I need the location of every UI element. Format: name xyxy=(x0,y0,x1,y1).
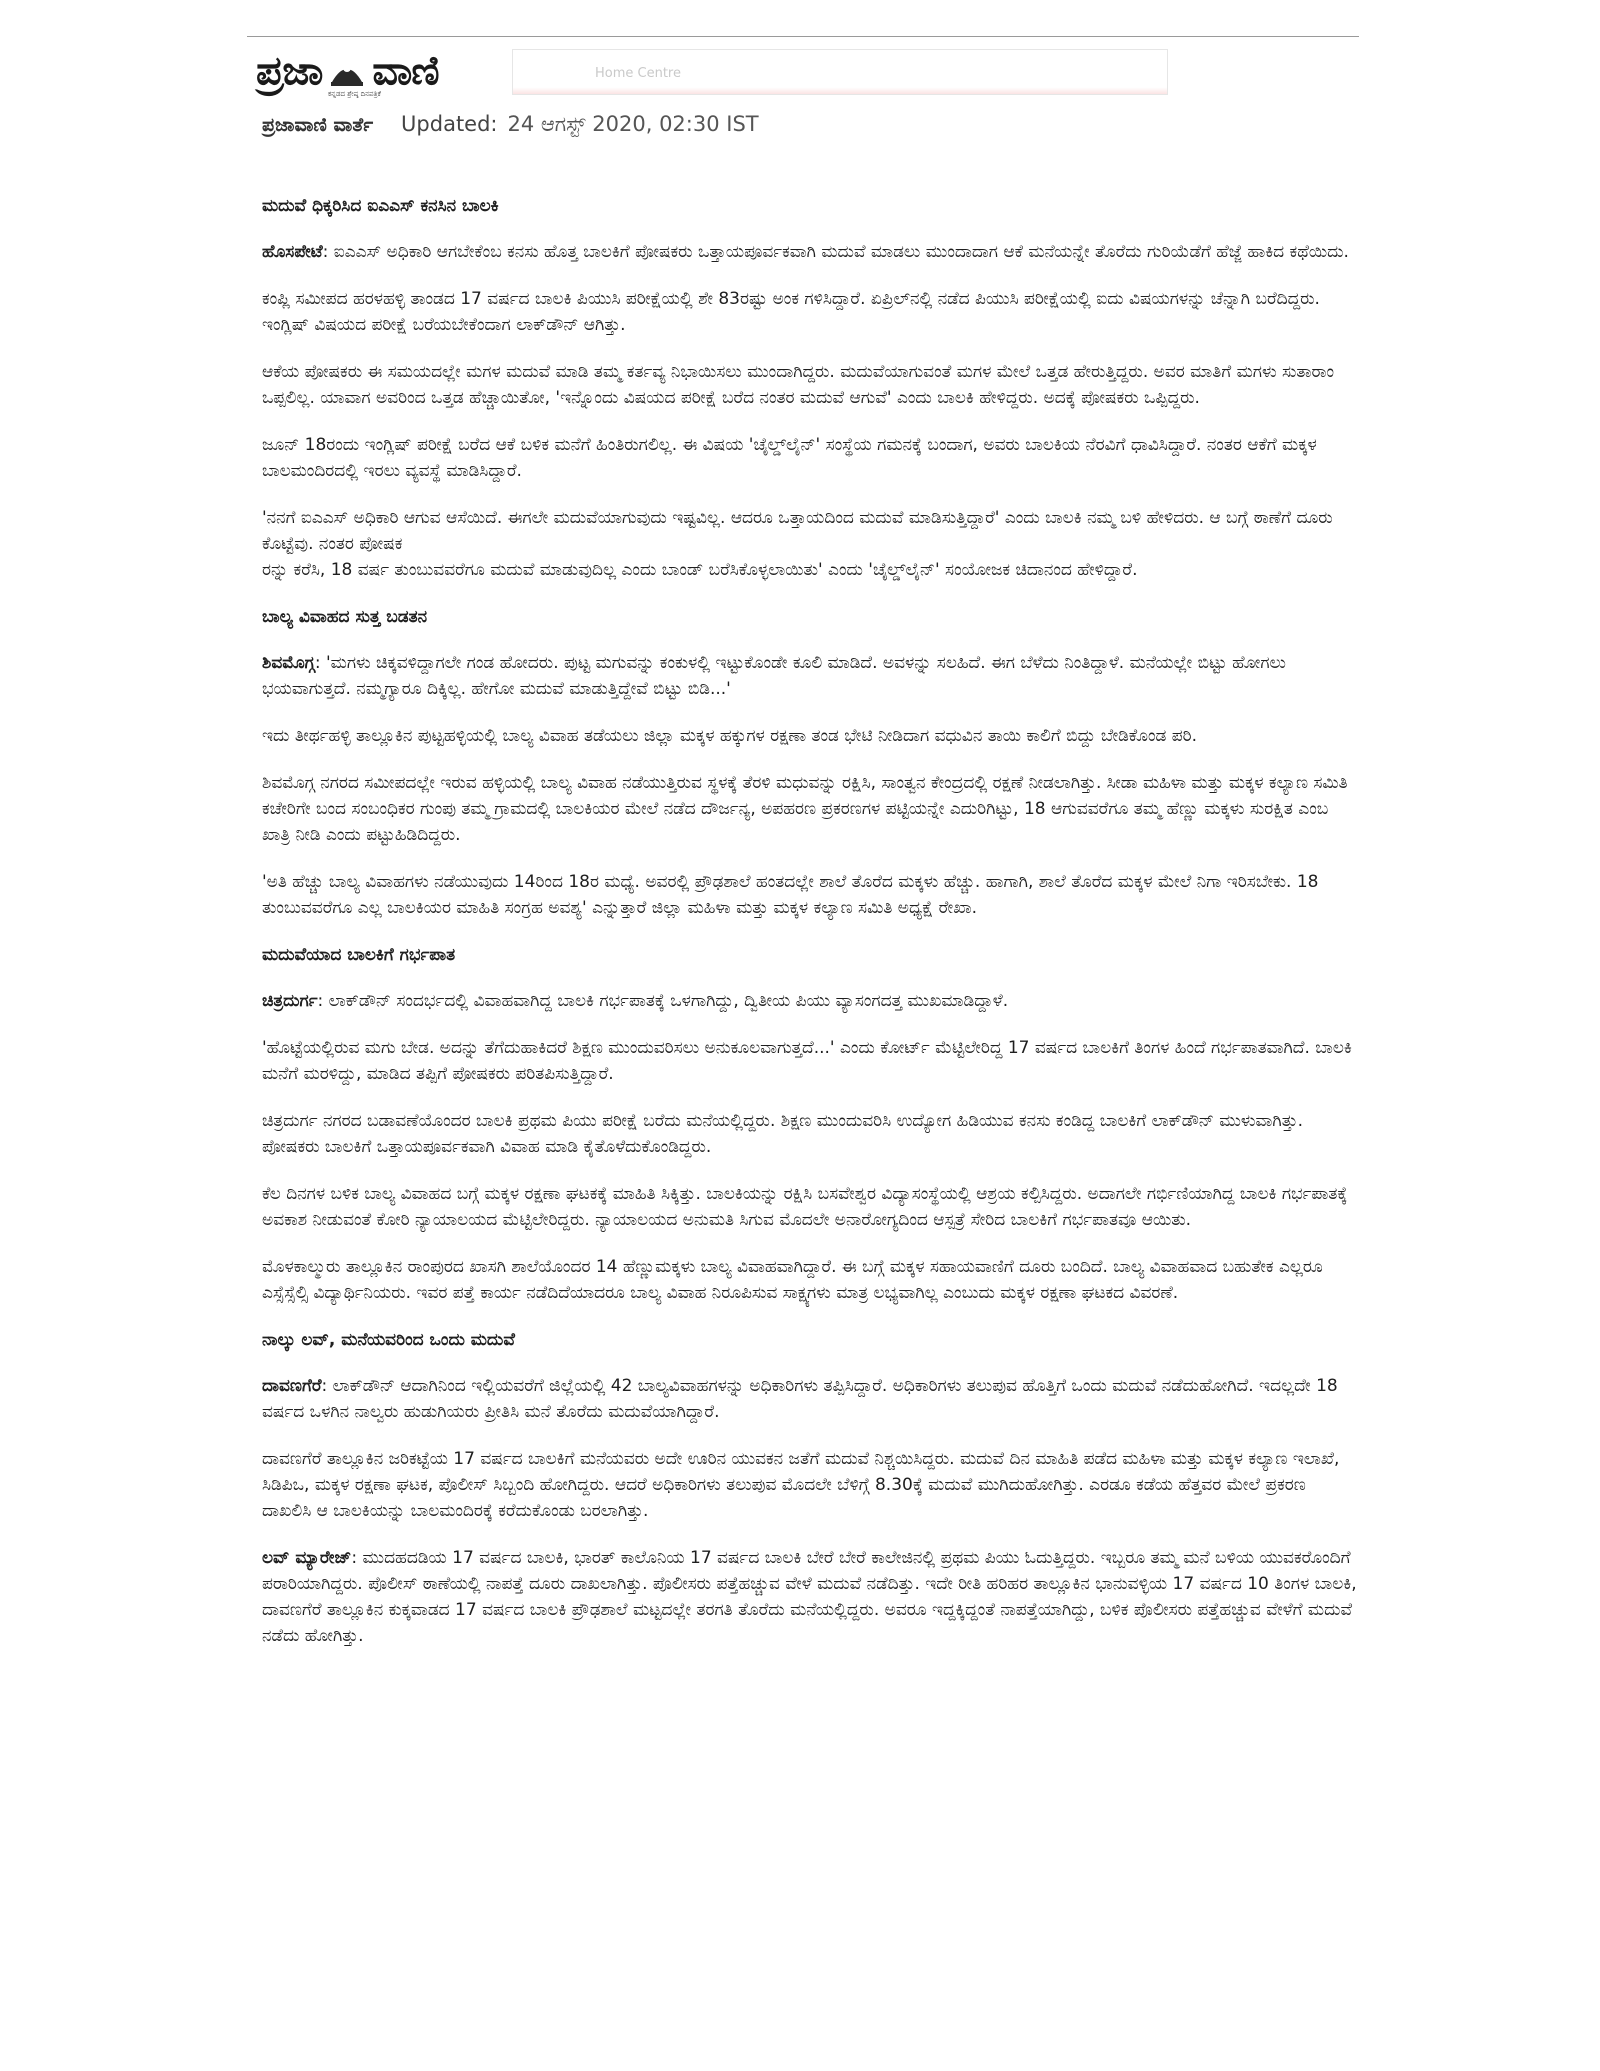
top-rule xyxy=(247,36,1359,37)
paragraph-text: : ಐಎಎಸ್ ಅಧಿಕಾರಿ ಆಗಬೇಕೆಂಬ ಕನಸು ಹೊತ್ತ ಬಾಲಕಿಗೆ ಪೋಷಕರು ಒತ್ತಾಯಪೂರ್ವಕವಾಗಿ ಮದುವೆ ಮಾಡಲು ಮುಂದಾದಾಗ ಆಕೆ ಮನೆಯನ್ನೇ ತೊರೆದು ಗುರಿಯೆಡೆಗೆ ಹೆಜ್ಜೆ ಹಾಕಿದ ಕಥೆಯಿದು. xyxy=(322,242,1349,262)
logo-tagline: ಕನ್ನಡದ ಶ್ರೇಷ್ಠ ದಿನಪತ್ರಿಕೆ xyxy=(328,90,381,98)
updated-label: Updated: xyxy=(401,112,498,136)
article-paragraph: ಇದು ತೀರ್ಥಹಳ್ಳಿ ತಾಲ್ಲೂಕಿನ ಪುಟ್ಟಹಳ್ಳಿಯಲ್ಲಿ ಬಾಲ್ಯ ವಿವಾಹ ತಡೆಯಲು ಜಿಲ್ಲಾ ಮಕ್ಕಳ ಹಕ್ಕುಗಳ ರಕ್ಷಣಾ ತಂಡ ಭೇಟಿ ನೀಡಿದಾಗ ವಧುವಿನ ತಾಯಿ ಕಾಲಿಗೆ ಬಿದ್ದು ಬೇಡಿಕೊಂಡ ಪರಿ. xyxy=(262,726,1198,746)
section-heading: ನಾಲ್ಕು ಲವ್, ಮನೆಯವರಿಂದ ಒಂದು ಮದುವೆ xyxy=(262,1330,515,1350)
dateline-place: ದಾವಣಗೆರೆ xyxy=(262,1376,322,1396)
logo-word-right: ವಾಣಿ xyxy=(372,47,439,94)
ad-text: Home Centre xyxy=(595,66,681,81)
updated-timestamp: 24 ಆಗಸ್ಟ್ 2020, 02:30 IST xyxy=(507,112,759,136)
article-paragraph: 'ಅತಿ ಹೆಚ್ಚು ಬಾಲ್ಯ ವಿವಾಹಗಳು ನಡೆಯುವುದು 14ರಿಂದ 18ರ ಮಧ್ಯೆ. ಅವರಲ್ಲಿ ಪ್ರೌಢಶಾಲೆ ಹಂತದಲ್ಲೇ ಶಾಲೆ ತೊರೆದ ಮಕ್ಕಳು ಹೆಚ್ಚು. ಹಾಗಾಗಿ, ಶಾಲೆ ತೊರೆದ ಮಕ್ಕಳ ಮೇಲೆ ನಿಗಾ ಇರಿಸಬೇಕು. 18 ತುಂಬುವವರೆಗೂ ಎಲ್ಲ ಬಾಲಕಿಯರ ಮಾಹಿತಿ ಸಂಗ್ರಹ ಅವಶ್ಯ' ಎನ್ನುತ್ತಾರೆ ಜಿಲ್ಲಾ ಮಹಿಳಾ ಮತ್ತು ಮಕ್ಕಳ ಕಲ್ಯಾಣ ಸಮಿತಿ ಅಧ್ಯಕ್ಷೆ ರೇಖಾ. xyxy=(262,872,1319,918)
article-paragraph xyxy=(262,239,1360,265)
article-paragraph xyxy=(262,1545,1360,1649)
article-paragraph: ದಾವಣಗೆರೆ ತಾಲ್ಲೂಕಿನ ಜರಿಕಟ್ಟೆಯ 17 ವರ್ಷದ ಬಾಲಕಿಗೆ ಮನೆಯವರು ಅದೇ ಊರಿನ ಯುವಕನ ಜತೆಗೆ ಮದುವೆ ನಿಶ್ಚಯಿಸಿದ್ದರು. ಮದುವೆ ದಿನ ಮಾಹಿತಿ ಪಡೆದ ಮಹಿಳಾ ಮತ್ತು ಮಕ್ಕಳ ಕಲ್ಯಾಣ ಇಲಾಖೆ, ಸಿಡಿಪಿಒ, ಮಕ್ಕಳ ರಕ್ಷಣಾ ಘಟಕ, ಪೊಲೀಸ್ ಸಿಬ್ಬಂದಿ ಹೋಗಿದ್ದರು. ಆದರೆ ಅಧಿಕಾರಿಗಳು ತಲುಪುವ ಮೊದಲೇ ಬೆಳಿಗ್ಗೆ 8.30ಕ್ಕೆ ಮದುವೆ ಮುಗಿದುಹೋಗಿತ್ತು. ಎರಡೂ ಕಡೆಯ ಹೆತ್ತವರ ಮೇಲೆ ಪ್ರಕರಣ ದಾಖಲಿಸಿ ಆ ಬಾಲಕಿಯನ್ನು ಬಾಲಮಂದಿರಕ್ಕೆ ಕರೆದುಕೊಂಡು ಬರಲಾಗಿತ್ತು. xyxy=(262,1449,1340,1521)
article-paragraph xyxy=(262,988,1360,1014)
article-paragraph: ಕೆಲ ದಿನಗಳ ಬಳಿಕ ಬಾಲ್ಯ ವಿವಾಹದ ಬಗ್ಗೆ ಮಕ್ಕಳ ರಕ್ಷಣಾ ಘಟಕಕ್ಕೆ ಮಾಹಿತಿ ಸಿಕ್ಕಿತ್ತು. ಬಾಲಕಿಯನ್ನು ರಕ್ಷಿಸಿ ಬಸವೇಶ್ವರ ವಿದ್ಯಾಸಂಸ್ಥೆಯಲ್ಲಿ ಆಶ್ರಯ ಕಲ್ಪಿಸಿದ್ದರು. ಅದಾಗಲೇ ಗರ್ಭಿಣಿಯಾಗಿದ್ದ ಬಾಲಕಿ ಗರ್ಭಪಾತಕ್ಕೆ ಅವಕಾಶ ನೀಡುವಂತೆ ಕೋರಿ ನ್ಯಾಯಾಲಯದ ಮೆಟ್ಟಿಲೇರಿದ್ದರು. ನ್ಯಾಯಾಲಯದ ಅನುಮತಿ ಸಿಗುವ ಮೊದಲೇ ಅನಾರೋಗ್ಯದಿಂದ ಆಸ್ಪತ್ರೆ ಸೇರಿದ ಬಾಲಕಿಗೆ ಗರ್ಭಪಾತವೂ ಆಯಿತು. xyxy=(262,1184,1348,1230)
article-paragraph: ಕಂಪ್ಲಿ ಸಮೀಪದ ಹರಳಹಳ್ಳಿ ತಾಂಡದ 17 ವರ್ಷದ ಬಾಲಕಿ ಪಿಯುಸಿ ಪರೀಕ್ಷೆಯಲ್ಲಿ ಶೇ 83ರಷ್ಟು ಅಂಕ ಗಳಿಸಿದ್ದಾರೆ. ಏಪ್ರಿಲ್‌ನಲ್ಲಿ ನಡೆದ ಪಿಯುಸಿ ಪರೀಕ್ಷೆಯಲ್ಲಿ ಐದು ವಿಷಯಗಳನ್ನು ಚೆನ್ನಾಗಿ ಬರೆದಿದ್ದರು. ಇಂಗ್ಲಿಷ್ ವಿಷಯದ ಪರೀಕ್ಷೆ ಬರೆಯಬೇಕೆಂದಾಗ ಲಾಕ್‌ಡೌನ್ ಆಗಿತ್ತು. xyxy=(262,289,1320,335)
article-paragraph: ಶಿವಮೊಗ್ಗ ನಗರದ ಸಮೀಪದಲ್ಲೇ ಇರುವ ಹಳ್ಳಿಯಲ್ಲಿ ಬಾಲ್ಯ ವಿವಾಹ ನಡೆಯುತ್ತಿರುವ ಸ್ಥಳಕ್ಕೆ ತೆರಳಿ ಮಧುವನ್ನು ರಕ್ಷಿಸಿ, ಸಾಂತ್ವನ ಕೇಂದ್ರದಲ್ಲಿ ರಕ್ಷಣೆ ನೀಡಲಾಗಿತ್ತು. ಸೀಡಾ ಮಹಿಳಾ ಮತ್ತು ಮಕ್ಕಳ ಕಲ್ಯಾಣ ಸಮಿತಿ ಕಚೇರಿಗೇ ಬಂದ ಸಂಬಂಧಿಕರ ಗುಂಪು ತಮ್ಮ ಗ್ರಾಮದಲ್ಲಿ ಬಾಲಕಿಯರ ಮೇಲೆ ನಡೆದ ದೌರ್ಜನ್ಯ, ಅಪಹರಣ ಪ್ರಕರಣಗಳ ಪಟ್ಟಿಯನ್ನೇ ಎದುರಿಗಿಟ್ಟು, 18 ಆಗುವವರೆಗೂ ತಮ್ಮ ಹೆಣ್ಣು ಮಕ್ಕಳು ಸುರಕ್ಷಿತ ಎಂಬ ಖಾತ್ರಿ ನೀಡಿ ಎಂದು ಪಟ್ಟುಹಿಡಿದಿದ್ದರು. xyxy=(262,773,1348,845)
article-paragraph xyxy=(262,650,1360,702)
article-paragraph: ಚಿತ್ರದುರ್ಗ ನಗರದ ಬಡಾವಣೆಯೊಂದರ ಬಾಲಕಿ ಪ್ರಥಮ ಪಿಯು ಪರೀಕ್ಷೆ ಬರೆದು ಮನೆಯಲ್ಲಿದ್ದರು. ಶಿಕ್ಷಣ ಮುಂದುವರಿಸಿ ಉದ್ಯೋಗ ಹಿಡಿಯುವ ಕನಸು ಕಂಡಿದ್ದ ಬಾಲಕಿಗೆ ಲಾಕ್‌ಡೌನ್ ಮುಳುವಾಗಿತ್ತು. ಪೋಷಕರು ಬಾಲಕಿಗೆ ಒತ್ತಾಯಪೂರ್ವಕವಾಗಿ ವಿವಾಹ ಮಾಡಿ ಕೈತೊಳೆದುಕೊಂಡಿದ್ದರು. xyxy=(262,1111,1303,1157)
paragraph-text: : ಲಾಕ್‌ಡೌನ್ ಸಂದರ್ಭದಲ್ಲಿ ವಿವಾಹವಾಗಿದ್ದ ಬಾಲಕಿ ಗರ್ಭಪಾತಕ್ಕೆ ಒಳಗಾಗಿದ್ದು, ದ್ವಿತೀಯ ಪಿಯು ವ್ಯಾಸಂಗದತ್ತ ಮುಖಮಾಡಿದ್ದಾಳೆ. xyxy=(317,991,1009,1011)
article-paragraph: ಮೊಳಕಾಲ್ಮುರು ತಾಲ್ಲೂಕಿನ ರಾಂಪುರದ ಖಾಸಗಿ ಶಾಲೆಯೊಂದರ 14 ಹೆಣ್ಣುಮಕ್ಕಳು ಬಾಲ್ಯ ವಿವಾಹವಾಗಿದ್ದಾರೆ. ಈ ಬಗ್ಗೆ ಮಕ್ಕಳ ಸಹಾಯವಾಣಿಗೆ ದೂರು ಬಂದಿದೆ. ಬಾಲ್ಯ ವಿವಾಹವಾದ ಬಹುತೇಕ ಎಲ್ಲರೂ ಎಸ್ಸೆಸ್ಸೆಲ್ಸಿ ವಿದ್ಯಾರ್ಥಿನಿಯರು. ಇವರ ಪತ್ತೆ ಕಾರ್ಯ ನಡೆದಿದೆಯಾದರೂ ಬಾಲ್ಯ ವಿವಾಹ ನಿರೂಪಿಸುವ ಸಾಕ್ಷ್ಯಗಳು ಮಾತ್ರ ಲಭ್ಯವಾಗಿಲ್ಲ ಎಂಬುದು ಮಕ್ಕಳ ರಕ್ಷಣಾ ಘಟಕದ ವಿವರಣೆ. xyxy=(262,1257,1323,1303)
paragraph-text: : 'ಮಗಳು ಚಿಕ್ಕವಳಿದ್ದಾಗಲೇ ಗಂಡ ಹೋದರು. ಪುಟ್ಟ ಮಗುವನ್ನು ಕಂಕುಳಲ್ಲಿ ಇಟ್ಟುಕೊಂಡೇ ಕೂಲಿ ಮಾಡಿದೆ. ಅವಳನ್ನು ಸಲಹಿದೆ. ಈಗ ಬೆಳೆದು ನಿಂತಿದ್ದಾಳೆ. ಮನೆಯಲ್ಲೇ ಬಿಟ್ಟು ಹೋಗಲು ಭಯವಾಗುತ್ತದೆ. ನಮ್ಮಗ್ಯಾರೂ ದಿಕ್ಕಿಲ್ಲ. ಹೇಗೋ ಮದುವೆ ಮಾಡುತ್ತಿದ್ದೇವೆ ಬಿಟ್ಟು ಬಿಡಿ...' xyxy=(262,653,1286,699)
paragraph-text-continued: ರನ್ನು ಕರೆಸಿ, 18 ವರ್ಷ ತುಂಬುವವರೆಗೂ ಮದುವೆ ಮಾಡುವುದಿಲ್ಲ ಎಂದು ಬಾಂಡ್ ಬರೆಸಿಕೊಳ್ಳಲಾಯಿತು' ಎಂದು 'ಚೈಲ್ಡ್‌ಲೈನ್' ಸಂಯೋಜಕ ಚಿದಾನಂದ ಹೇಳಿದ್ದಾರೆ. xyxy=(262,560,1138,580)
masthead-logo[interactable] xyxy=(256,46,439,96)
article-paragraph: 'ಹೊಟ್ಟೆಯಲ್ಲಿರುವ ಮಗು ಬೇಡ. ಅದನ್ನು ತೆಗೆದುಹಾಕಿದರೆ ಶಿಕ್ಷಣ ಮುಂದುವರಿಸಲು ಅನುಕೂಲವಾಗುತ್ತದೆ...' ಎಂದು ಕೋರ್ಟ್ ಮೆಟ್ಟಿಲೇರಿದ್ದ 17 ವರ್ಷದ ಬಾಲಕಿಗೆ ತಿಂಗಳ ಹಿಂದೆ ಗರ್ಭಪಾತವಾಗಿದೆ. ಬಾಲಕಿ ಮನೆಗೆ ಮರಳಿದ್ದು, ಮಾಡಿದ ತಪ್ಪಿಗೆ ಪೋಷಕರು ಪರಿತಪಿಸುತ್ತಿದ್ದಾರೆ. xyxy=(262,1038,1352,1084)
dateline-place: ಶಿವಮೊಗ್ಗ xyxy=(262,653,315,673)
logo-word-left: ಪ್ರಜಾ xyxy=(256,47,323,94)
advertisement-banner[interactable] xyxy=(512,49,1168,95)
article-body xyxy=(262,193,1360,1670)
section-heading: ಮದುವೆ ಧಿಕ್ಕರಿಸಿದ ಐಎಎಸ್ ಕನಸಿನ ಬಾಲಕಿ xyxy=(262,196,499,216)
dateline-place: ಚಿತ್ರದುರ್ಗ xyxy=(262,991,318,1011)
news-source: ಪ್ರಜಾವಾಣಿ ವಾರ್ತೆ xyxy=(262,114,374,136)
section-heading: ಮದುವೆಯಾದ ಬಾಲಕಿಗೆ ಗರ್ಭಪಾತ xyxy=(262,945,456,965)
paragraph-text: : ಮುದಹದಡಿಯ 17 ವರ್ಷದ ಬಾಲಕಿ, ಭಾರತ್ ಕಾಲೊನಿಯ 17 ವರ್ಷದ ಬಾಲಕಿ ಬೇರೆ ಬೇರೆ ಕಾಲೇಜಿನಲ್ಲಿ ಪ್ರಥಮ ಪಿಯು ಓದುತ್ತಿದ್ದರು. ಇಬ್ಬರೂ ತಮ್ಮ ಮನೆ ಬಳಿಯ ಯುವಕರೊಂದಿಗೆ ಪರಾರಿಯಾಗಿದ್ದರು. ಪೊಲೀಸ್ ಠಾಣೆಯಲ್ಲಿ ನಾಪತ್ತೆ ದೂರು ದಾಖಲಾಗಿತ್ತು. ಪೊಲೀಸರು ಪತ್ತೆಹಚ್ಚುವ ವೇಳೆ ಮದುವೆ ನಡೆದಿತ್ತು. ಇದೇ ರೀತಿ ಹರಿಹರ ತಾಲ್ಲೂಕಿನ ಭಾನುವಳ್ಳಿಯ 17 ವರ್ಷದ 10 ತಿಂಗಳ ಬಾಲಕಿ, ದಾವಣಗೆರೆ ತಾಲ್ಲೂಕಿನ ಕುಕ್ಕವಾಡದ 17 ವರ್ಷದ ಬಾಲಕಿ ಪ್ರೌಢಶಾಲೆ ಮಟ್ಟದಲ್ಲೇ ತರಗತಿ ತೊರೆದು ಮನೆಯಲ್ಲಿದ್ದರು. ಅವರೂ ಇದ್ದಕ್ಕಿದ್ದಂತೆ ನಾಪತ್ತೆಯಾಗಿದ್ದು, ಬಳಿಕ ಪೊಲೀಸರು ಪತ್ತೆಹಚ್ಚುವ ವೇಳೆಗೆ ಮದುವೆ ನಡೆದು ಹೋಗಿತ್ತು. xyxy=(262,1548,1357,1646)
article-paragraph xyxy=(262,1373,1360,1425)
dateline-place: ಹೊಸಪೇಟೆ xyxy=(262,242,323,262)
article-paragraph: ಆಕೆಯ ಪೋಷಕರು ಈ ಸಮಯದಲ್ಲೇ ಮಗಳ ಮದುವೆ ಮಾಡಿ ತಮ್ಮ ಕರ್ತವ್ಯ ನಿಭಾಯಿಸಲು ಮುಂದಾಗಿದ್ದರು. ಮದುವೆಯಾಗುವಂತೆ ಮಗಳ ಮೇಲೆ ಒತ್ತಡ ಹೇರುತ್ತಿದ್ದರು. ಅವರ ಮಾತಿಗೆ ಮಗಳು ಸುತಾರಾಂ ಒಪ್ಪಲಿಲ್ಲ. ಯಾವಾಗ ಅವರಿಂದ ಒತ್ತಡ ಹೆಚ್ಚಾಯಿತೋ, 'ಇನ್ನೊಂದು ವಿಷಯದ ಪರೀಕ್ಷೆ ಬರೆದ ನಂತರ ಮದುವೆ ಆಗುವೆ' ಎಂದು ಬಾಲಕಿ ಹೇಳಿದ್ದರು. ಅದಕ್ಕೆ ಪೋಷಕರು ಒಪ್ಪಿದ್ದರು. xyxy=(262,362,1334,408)
article-paragraph: ಜೂನ್ 18ರಂದು ಇಂಗ್ಲಿಷ್ ಪರೀಕ್ಷೆ ಬರೆದ ಆಕೆ ಬಳಿಕ ಮನೆಗೆ ಹಿಂತಿರುಗಲಿಲ್ಲ. ಈ ವಿಷಯ 'ಚೈಲ್ಡ್‌ಲೈನ್' ಸಂಸ್ಥೆಯ ಗಮನಕ್ಕೆ ಬಂದಾಗ, ಅವರು ಬಾಲಕಿಯ ನೆರವಿಗೆ ಧಾವಿಸಿದ್ದಾರೆ. ನಂತರ ಆಕೆಗೆ ಮಕ್ಕಳ ಬಾಲಮಂದಿರದಲ್ಲಿ ಇರಲು ವ್ಯವಸ್ಥೆ ಮಾಡಿಸಿದ್ದಾರೆ. xyxy=(262,435,1317,481)
article-paragraph xyxy=(262,505,1360,583)
logo-emblem-icon xyxy=(328,52,366,90)
byline xyxy=(262,112,759,137)
dateline-place: ಲವ್ ಮ್ಯಾರೇಜ್ xyxy=(262,1548,352,1568)
paragraph-text: : ಲಾಕ್‌ಡೌನ್ ಆದಾಗಿನಿಂದ ಇಲ್ಲಿಯವರೆಗೆ ಜಿಲ್ಲೆಯಲ್ಲಿ 42 ಬಾಲ್ಯವಿವಾಹಗಳನ್ನು ಅಧಿಕಾರಿಗಳು ತಪ್ಪಿಸಿದ್ದಾರೆ. ಅಧಿಕಾರಿಗಳು ತಲುಪುವ ಹೊತ್ತಿಗೆ ಒಂದು ಮದುವೆ ನಡೆದುಹೋಗಿದೆ. ಇದಲ್ಲದೇ 18 ವರ್ಷದ ಒಳಗಿನ ನಾಲ್ವರು ಹುಡುಗಿಯರು ಪ್ರೀತಿಸಿ ಮನೆ ತೊರೆದು ಮದುವೆಯಾಗಿದ್ದಾರೆ. xyxy=(262,1376,1338,1422)
section-heading: ಬಾಲ್ಯ ವಿವಾಹದ ಸುತ್ತ ಬಡತನ xyxy=(262,607,428,627)
paragraph-text: 'ನನಗೆ ಐಎಎಸ್ ಅಧಿಕಾರಿ ಆಗುವ ಆಸೆಯಿದೆ. ಈಗಲೇ ಮದುವೆಯಾಗುವುದು ಇಷ್ಟವಿಲ್ಲ. ಆದರೂ ಒತ್ತಾಯದಿಂದ ಮದುವೆ ಮಾಡಿಸುತ್ತಿದ್ದಾರೆ' ಎಂದು ಬಾಲಕಿ ನಮ್ಮ ಬಳಿ ಹೇಳಿದರು. ಆ ಬಗ್ಗೆ ಠಾಣೆಗೆ ದೂರು ಕೊಟ್ಟೆವು. ನಂತರ ಪೋಷಕ xyxy=(262,508,1333,554)
